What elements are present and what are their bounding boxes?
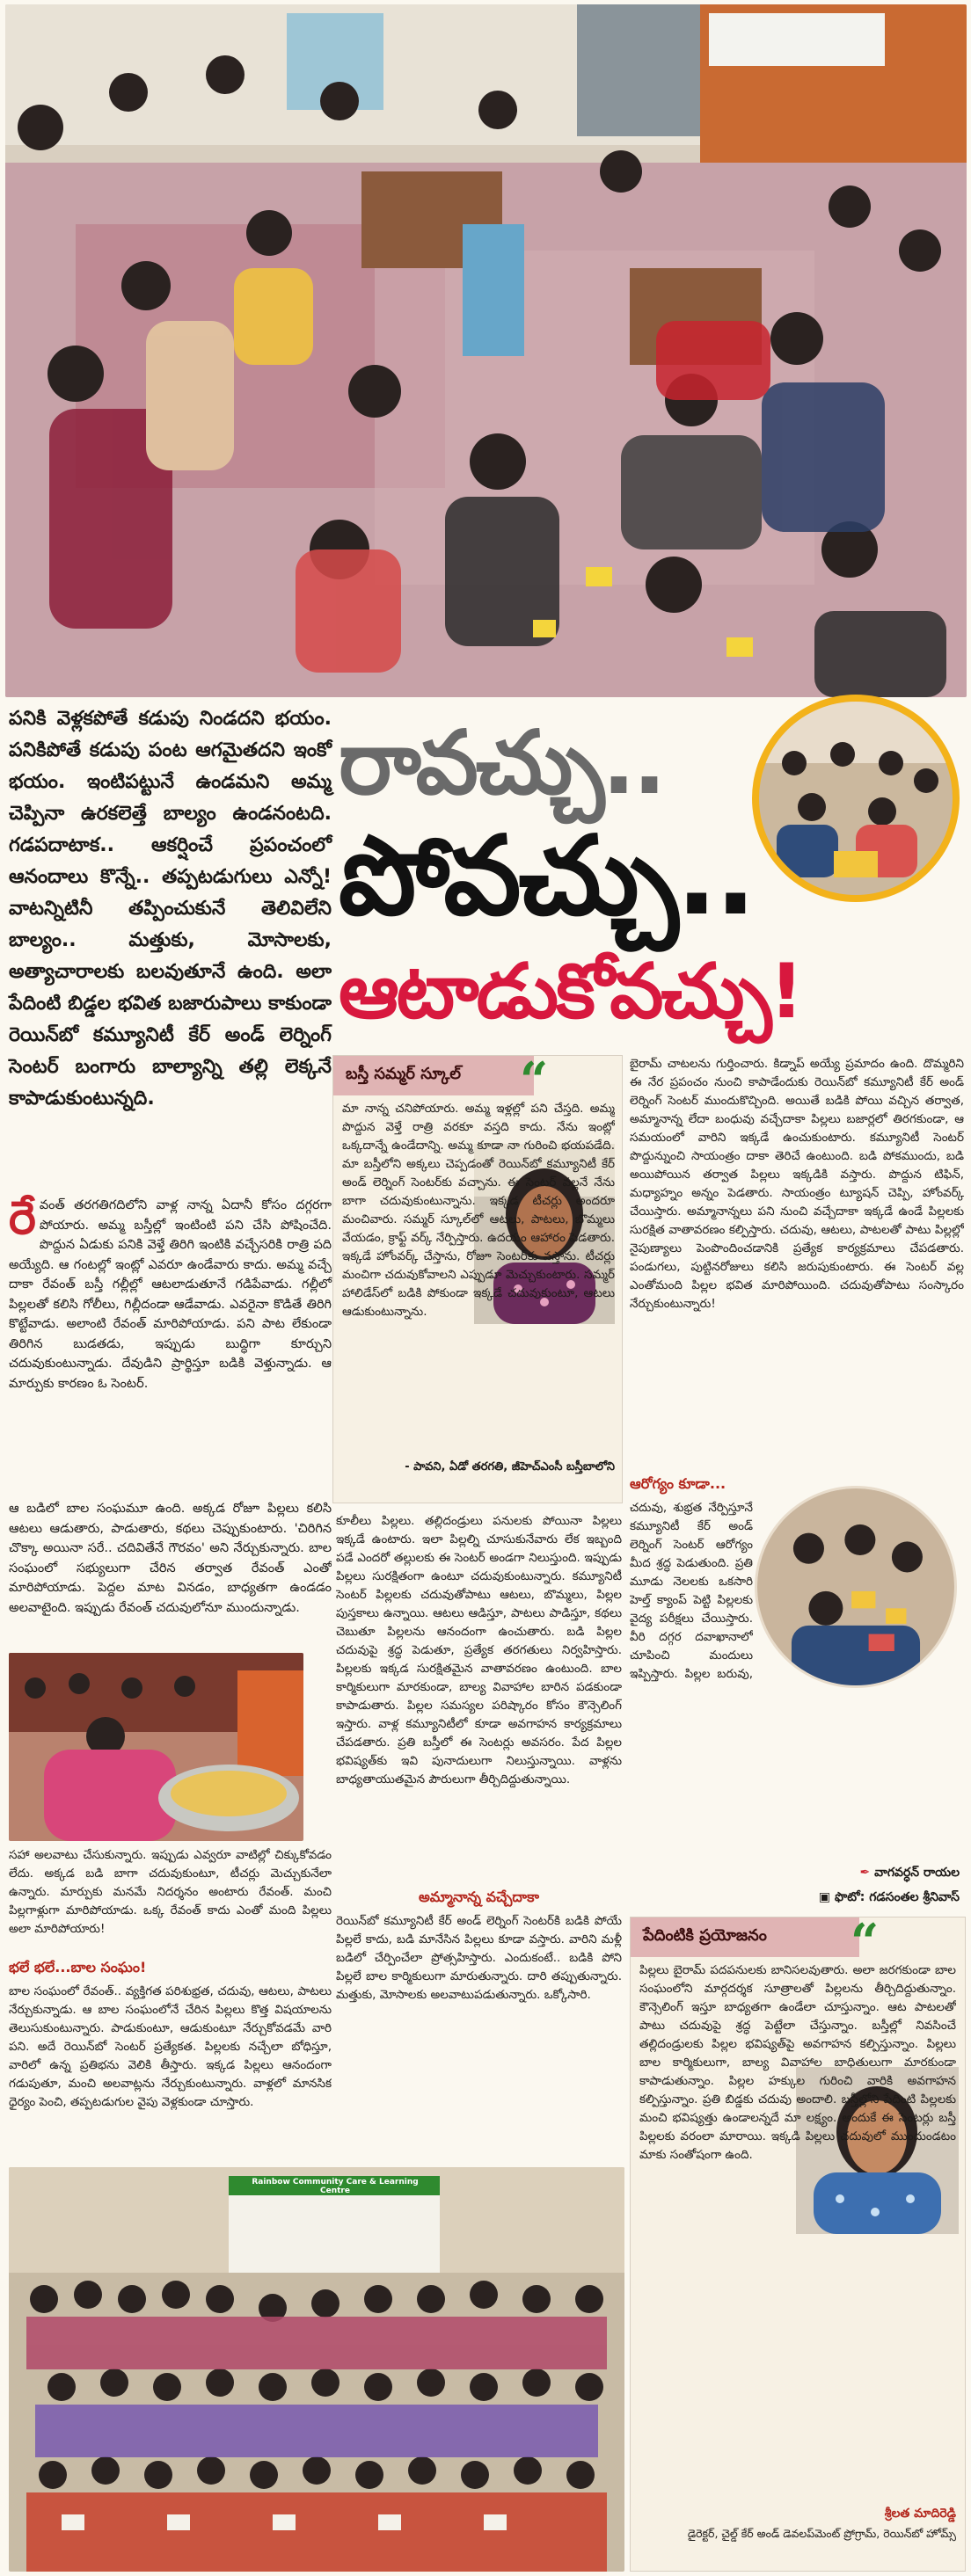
headline-line-3: ఆటాడుకోవచ్చు! <box>339 948 801 1036</box>
benefit-speaker-role: డైరెక్టర్, చైల్డ్ కేర్ అండ్ డెవలప్‌మెంట్ ప్రోగ్రామ్, రెయిన్‌బో హోమ్స్ <box>687 2527 956 2540</box>
column-1-paragraph-2: ఆ బడిలో బాల సంఘమూ ఉంది. అక్కడ రోజూ పిల్లలు కలిసి ఆటలు ఆడుతారు, పాడుతారు, కథలు చెప్పుకుంటారు. 'చిరిగిన చొక్కా అయినా సరే.. చదివితేనే గౌరవం' అని నేర్చుకున్నారు. బాల సంఘంలో సభ్యులుగా చేరిన తర్వాత రేవంత్ ఎంతో మారిపోయాడు. పెద్దల మాట వినడం, బాధ్యతగా ఉండడం అలవాటైంది. ఇప్పుడు రేవంత్ చదువులోనూ ముందున్నాడు. <box>9 1502 332 1615</box>
column-3-paragraph-2-wide <box>630 1692 964 1855</box>
benefit-text: పిల్లలు బైరామ్ పదపనులకు బానిసలవుతారు. అలా జరగకుండా బాల సంఘంలోని మార్గదర్శక సూత్రాలతో పిల్లలను తీర్చిదిద్దుతున్నాం. కౌన్సెలింగ్ ఇస్తూ బాధ్యతగా ఉండేలా చూస్తున్నాం. ఆట పాటలతో పాటు చదువుపై శ్రద్ధ పెట్టేలా చేస్తున్నాం. బస్తీల్లో నివసించే తల్లిదండ్రులకు పిల్లల భవిష్యత్‌పై అవగాహన కల్పిస్తున్నాం. పిల్లలు బాల కార్మికులుగా, బాల్య వివాహాల బాధితులుగా మారకుండా కాపాడుతున్నాం. పిల్లల హక్కుల గురించి వారికి అవగాహన కల్పిస్తున్నాం. ప్రతి బిడ్డకు చదువు అందాలి. బస్తీల్లోని పేదింటి పిల్లలకు మంచి భవిష్యత్తు ఉండాలన్నదే మా లక్ష్యం. అందుకే ఈ సెంటర్లు బస్తీ పిల్లలకు వరంలా మారాయి. ఇక్కడి పిల్లలు చదువులో ముందుండటం మాకు సంతోషంగా ఉంది. <box>639 1963 956 2162</box>
column-3-paragraph-1: బైరామ్ చాటలను గుర్తించారు. కిడ్నాప్ అయ్యే ప్రమాదం ఉంది. దొమ్మరిని ఈ నేర ప్రపంచం నుంచి కాపాడేందుకు రెయిన్‌బో కమ్యూనిటీ కేర్ అండ్ లెర్నింగ్ సెంటర్ ముందుకొచ్చింది. అయితే బడికి పోయి వచ్చిన తర్వాత, అమ్మానాన్న లేదా బంధువు వచ్చేదాకా పిల్లలు బజార్లలో తిరగకుండా, ఆ సమయంలో వారిని ఇక్కడే ఉంచుకుంటారు. కమ్యూనిటీ సెంటర్ పొద్దున్నుంచి సాయంత్రం దాకా తెరిచే ఉంటుంది. బడి పోకముందు, బడి అయిపోయిన తర్వాత పిల్లలు ఇక్కడికి వస్తారు. పొద్దున టిఫిన్, మధ్యాహ్నం అన్నం పెడతారు. సాయంత్రం ట్యూషన్ చెప్పి, హోంవర్క్ చేయిస్తారు. అమ్మానాన్నలు పని నుంచి వచ్చేదాకా ఇక్కడే ఉండే పిల్లలకు సురక్షిత వాతావరణం కల్పిస్తారు. చదువు, ఆటలు, పాటలతో పాటు పిల్లల్లో నైపుణ్యాలు పెంపొందించడానికి ప్రత్యేక కార్యక్రమాలు చేపడతారు. పండుగలు, పుట్టినరోజులు కలిసి జరుపుకుంటారు. ఈ సెంటర్ వల్ల ఎంతోమంది పిల్లల భవిత మారిపోయింది. చదువుతోపాటు సంస్కారం నేర్చుకుంటున్నారు! <box>630 1057 964 1311</box>
camera-icon: ▣ <box>818 1890 831 1904</box>
summer-school-box <box>332 1052 623 1503</box>
subhead-bala-sangham: భలే భలే...బాల సంఘం! <box>9 1959 147 1976</box>
photo-woman-cooking <box>9 1653 303 1841</box>
circle-photo-children <box>759 702 953 895</box>
reporter-name: వాగవర్ధన్ రాయల <box>874 1866 960 1880</box>
banner-text: Rainbow Community Care & Learning Centre <box>252 2178 419 2195</box>
benefit-speaker-name: శ్రీలత మాదిరెడ్డి <box>884 2507 956 2521</box>
photographer-name: ఫొటో: గడసంతల శ్రీనివాస్ <box>835 1890 960 1904</box>
summer-school-text: మా నాన్న చనిపోయారు. అమ్మ ఇళ్లల్లో పని చేస్తది. అమ్మ పొద్దున వెళ్తే రాత్రి వరకూ వస్తది కాదు. నేను ఇంట్లో ఒక్కదాన్నే ఉండేదాన్ని. అమ్మ కూడా నా గురించి భయపడేది. మా బస్తీలోని అక్కలు చెప్పడంతో రెయిన్‌బో కమ్యూనిటీ కేర్ అండ్ లెర్నింగ్ సెంటర్‌కు వచ్చాను. ఈ సెంటర్ వల్లనే నేను బాగా చదువుకుంటున్నాను. ఇక్కడ టీచర్లు అందరూ మంచివారు. సమ్మర్ స్కూల్‌లో ఆటలు, పాటలు, బొమ్మలు వేయడం, క్రాఫ్ట్ వర్క్ నేర్పిస్తారు. ఉదయం ఆహారం పెడతారు. ఇక్కడే హోంవర్క్ చేస్తాను, రోజూ సెంటర్‌కు వస్తాను. టీచర్లు మంచిగా చదువుకోవాలని ఎప్పుడూ మెచ్చుకుంటారు. సమ్మర్ హాలిడేస్‌లో బడికి పోకుండా ఇక్కడే చదువుకుంటూ, ఆటలు ఆడుకుంటున్నాను. <box>342 1102 615 1319</box>
benefit-box <box>630 1913 966 2572</box>
column-1-paragraph-1: వంత్ తరగతిగదిలోని వాళ్ల నాన్న ఏదానీ కోసం దగ్గరగా పోయారు. అమ్మ బస్తీల్లో ఇంటింటి పని చేసి పోషించేది. పొద్దున ఏడుకు పనికి వెళ్తే తిరిగి ఇంటికి వచ్చేసరికి రాత్రి పది అయ్యేది. ఆ గంటల్లో ఇంట్లో ఎవరూ ఉండేవారు కాదు. అమ్మ వచ్చే దాకా రేవంత్ బస్తీ గల్లీల్లో ఆటలాడుతూనే గడిపేవాడు. గల్లీలో పిల్లలతో కలిసి గోలీలు, గిల్లీదండా ఆడేవాడు. ఎవరైనా కొడితే తిరిగి కొట్టేవాడు. అలాంటి రేవంత్ మారిపోయాడు. పని పాట లేకుండా తిరిగిన బుడతడు, ఇప్పుడు బుద్ధిగా కూర్చుని చదువుకుంటున్నాడు. దేవుడిని ప్రార్థిస్తూ బడికి వెళ్తున్నాడు. ఆ మార్పుకు కారణం ఓ సెంటర్. <box>9 1198 332 1391</box>
summer-school-header: బస్తీ సమ్మర్ స్కూల్ <box>333 1056 534 1095</box>
intro-paragraph: పనికి వెళ్లకపోతే కడుపు నిండదని భయం. పనికిపోతే కడుపు పంట ఆగమైతదని ఇంకో భయం. ఇంటిపట్టునే ఉండమని అమ్మ చెప్పినా ఉరకలెత్తే బాల్యం ఉండనంటది. గడపదాటాక.. ఆకర్షించే ప్రపంచంలో ఆనందాలు కొన్నే.. తప్పటడుగులు ఎన్నో! వాటన్నిటినీ తప్పించుకునే తెలివిలేని బాల్యం.. మత్తుకు, మోసాలకు, అత్యాచారాలకు బలవుతూనే ఉంది. అలా పేదింటి బిడ్డల భవిత బజారుపాలు కాకుండా రెయిన్‌బో కమ్యూనిటీ కేర్ అండ్ లెర్నింగ్ సెంటర్ బంగారు బాల్యాన్ని తల్లి లెక్కనే కాపాడుకుంటున్నది. <box>9 708 332 1110</box>
column-2b-paragraph-1: కూలీలు పిల్లలు. తల్లిదండ్రులు పనులకు పోయినా పిల్లలు ఇక్కడే ఉంటారు. ఇలా పిల్లల్ని చూసుకునేవారు లేక ఇబ్బంది పడే ఎందరో తల్లులకు ఈ సెంటర్ అండగా నిలుస్తుంది. ఇప్పుడు పిల్లలు సురక్షితంగా ఉంటూ చదువుకుంటున్నారు. కమ్యూనిటీ సెంటర్ పిల్లలకు చదువుతోపాటు ఆటలు, బొమ్మలు, పిల్లల పుస్తకాలు ఉన్నాయి. ఆటలు ఆడిస్తూ, పాటలు పాడిస్తూ, కథలు చెబుతూ పిల్లలను ఆనందంగా ఉంచుతారు. బడి పిల్లల చదువుపై శ్రద్ధ పెడుతూ, ప్రత్యేక తరగతులు నిర్వహిస్తారు. పిల్లలకు ఇక్కడ సురక్షితమైన వాతావరణం ఉంటుంది. బాల కార్మికులుగా మారకుండా, బాల్య వివాహాల బారిన పడకుండా కాపాడుతారు. పిల్లల సమస్యల పరిష్కారం కోసం కౌన్సెలింగ్ ఇస్తారు. వాళ్ల కమ్యూనిటీలో కూడా అవగాహన కార్యక్రమాలు చేపడతారు. ప్రతి బస్తీలో ఈ సెంటర్లు అవసరం. పేద పిల్లల భవిష్యత్‌కు ఇవి పునాదులుగా నిలుస్తున్నాయి. వాళ్లను బాధ్యతాయుతమైన పౌరులుగా తీర్చిదిద్దుతున్నాయి. <box>336 1514 622 1786</box>
photo-credit <box>630 1890 960 1907</box>
main-photo-children-playing <box>5 4 967 697</box>
group-photo-children <box>9 2167 624 2572</box>
column-1b-paragraph-1: సహా అలవాటు చేసుకున్నారు. ఇప్పుడు ఎవ్వరూ వాటిల్లో చిక్కుకోవడం లేదు. అక్కడ బడి బాగా చదువుకుంటూ, టీచర్లు మెచ్చుకునేలా ఉన్నారు. మార్పుకు మనమే నిదర్శనం అంటారు రేవంత్. మంచి పిల్లగాళ్లుగా మారిపోయాడు. ఒక్క రేవంత్ కాదు ఎంతో మంది పిల్లలు అలా మారిపోయారు! <box>9 1848 332 1936</box>
column-1b-paragraph-2: బాల సంఘంలో రేవంత్.. వ్యక్తిగత పరిశుభ్రత, చదువు, ఆటలు, పాటలు నేర్చుకున్నాడు. ఆ బాల సంఘంలోనే చేరిన పిల్లలు కొత్త విషయాలను తెలుసుకుంటున్నారు. పాడుకుంటూ, ఆడుకుంటూ నేర్చుకోవడమే వారి పని. అదే రెయిన్‌బో సెంటర్ ప్రత్యేకత. పిల్లలకు నచ్చేలా బోధిస్తూ, వారిలో ఉన్న ప్రతిభను వెలికి తీస్తారు. ఇక్కడ పిల్లలు ఆనందంగా గడుపుతూ, మంచి అలవాట్లను నేర్చుకుంటున్నారు. వాళ్లలో మానసిక ధైర్యం పెంచి, తప్పటడుగుల వైపు వెళ్లకుండా చూస్తారు. <box>9 1984 332 2109</box>
column-2b-paragraph-2: రెయిన్‌బో కమ్యూనిటీ కేర్ అండ్ లెర్నింగ్ సెంటర్‌కి బడికి పోయే పిల్లలే కాదు, బడి మానేసిన పిల్లలు కూడా వస్తారు. వారిని మళ్లీ బడిలో చేర్పించేలా ప్రోత్సహిస్తారు. ఎందుకంటే.. బడికి పోని పిల్లలే బాల కార్మికులుగా మారుతున్నారు. దారి తప్పుతున్నారు. మత్తుకు, మోసాలకు అలవాటుపడుతున్నారు. ఒక్కోసారి. <box>336 1914 622 2002</box>
column-3-paragraph-2: చదువు, శుభ్రత నేర్పిస్తూనే కమ్యూనిటీ కేర్ అండ్ లెర్నింగ్ సెంటర్ ఆరోగ్యం మీద శ్రద్ధ పెడుతుంది. ప్రతి మూడు నెలలకు ఒకసారి హెల్త్ క్యాంప్ పెట్టి పిల్లలకు వైద్య పరీక్షలు చేయిస్తారు. వీరి దగ్గర దవాఖానాలో చూపించి మందులు ఇప్పిస్తారు. పిల్లల బరువు, <box>630 1501 753 1681</box>
pen-icon: ✒ <box>859 1866 871 1880</box>
headline-line-2: పోవచ్చు.. <box>339 813 754 940</box>
benefit-quote-icon: “ <box>851 1913 880 1971</box>
summer-school-credit: - పావని, ఏడో తరగతి, జీహెచ్‌ఎంసీ బస్తీబాలోని <box>405 1460 615 1474</box>
headline-line-1: రావచ్చు.. <box>339 711 664 814</box>
benefit-header: పేదింటికి ప్రయోజనం <box>631 1917 859 1957</box>
subhead-health: ఆరోగ్యం కూడా... <box>630 1475 726 1492</box>
health-circle-photo <box>755 1486 957 1688</box>
subhead-amma-nanna: అమ్మానాన్న వచ్చేదాకా <box>419 1888 539 1905</box>
dropcap: రే <box>9 1192 36 1245</box>
circle-photo-frame <box>752 695 960 902</box>
quote-icon: “ <box>520 1052 549 1110</box>
reporter-credit <box>630 1866 960 1882</box>
